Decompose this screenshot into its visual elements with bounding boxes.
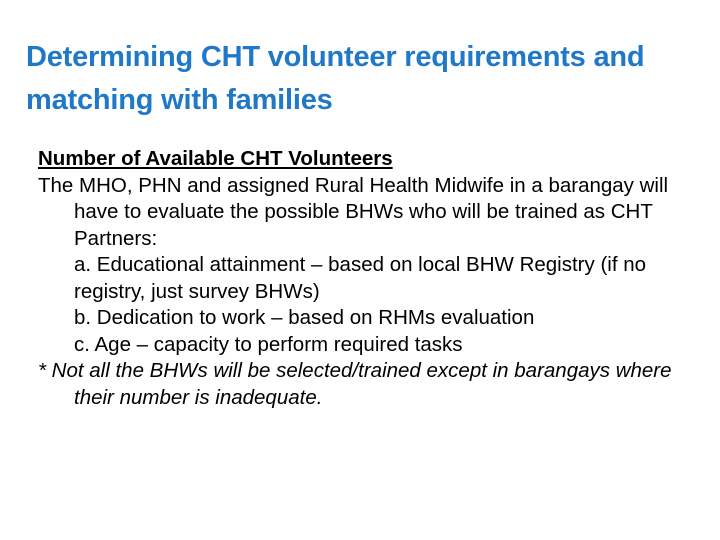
intro-paragraph: The MHO, PHN and assigned Rural Health Midwife in a barangay will have to evaluate the possible BHWs who will be trained as CHT Partners: [38,173,669,250]
slide-title: Determining CHT volunteer requirements and matching with families [26,41,645,116]
criteria-item-dedication: b. Dedication to work – based on RHMs evaluation [74,306,535,329]
slide-body [38,146,698,411]
footnote: * Not all the BHWs will be selected/trained except in barangays where their number is inadequate. [38,359,672,409]
section-heading: Number of Available CHT Volunteers [38,147,393,170]
criteria-item-education: a. Educational attainment – based on local BHW Registry (if no registry, just survey BHWs) [74,253,647,303]
criteria-item-age: c. Age – capacity to perform required tasks [74,332,463,356]
